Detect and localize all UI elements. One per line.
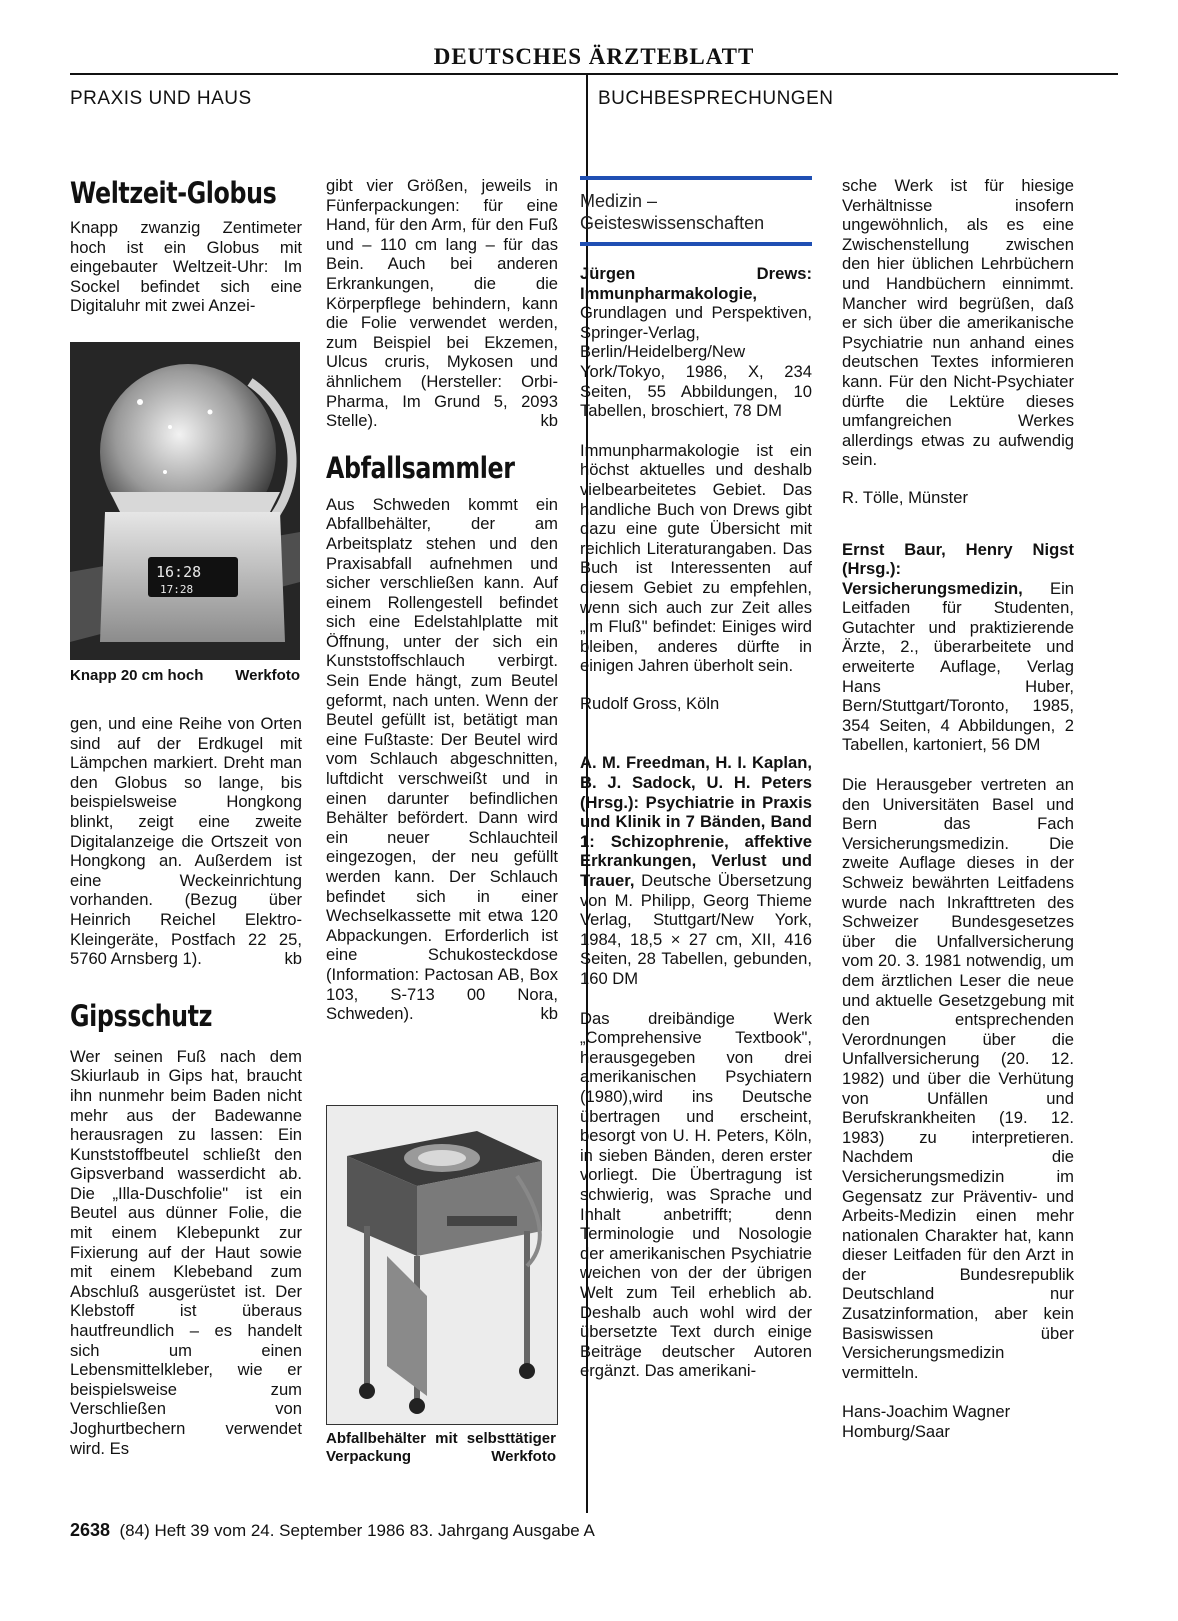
book-details-drews: Grundlagen und Perspektiven, Springer-Verlag, Berlin/Heidelberg/New York/Tokyo, 1986, X, 234 Seiten, 55 Abbildungen, 10 Tabellen, broschiert, 78 DM xyxy=(580,303,812,421)
article-body-gips: Wer seinen Fuß nach dem Skiurlaub in Gips hat, braucht ihn nunmehr beim Baden nicht mehr aus der Badewanne herausragen zu lassen: Ein Kunststoffbeutel schließt den Gipsverband wasserdicht ab. Die „Illa-Duschfolie" ist ein Beutel aus dünner Folie, die mit einem Klebepunkt zur Fixierung auf der Haut sowie mit einem Klebeband zum Abschluß ausgerüstet ist. Der Klebstoff ist überaus hautfreundlich – es handelt sich um einen Lebensmittelkleber, wie er beispielsweise zum Verschließen von Joghurtbechern verwendet wird. Es xyxy=(70,1046,302,1458)
photo-caption-abfall xyxy=(326,1430,556,1466)
book-details-baur: Ein Leitfaden für Studenten, Gutachter und praktizierende Ärzte, 2., überarbeitete und erweiterte Auflage, Verlag Hans Huber, Bern/Stuttgart/Toronto, 1985, 354 Seiten, 4 Abbildungen, 2 Tabellen, kartoniert, 56 DM xyxy=(842,578,1074,755)
article-body-globus xyxy=(70,714,302,969)
article-text-gips-cont: gibt vier Größen, jeweils in Fünferpackungen: für eine Hand, für den Arm, für den Fuß und – 110 cm lang – für das Bein. Auch bei anderen Erkrankungen, die die Körperpflege behindern, kann die Folie verwendet werden, zum Beispiel bei Ekzemen, Ulcus cruris, Mykosen und ähnlichem (Hersteller: Orbi-Pharma, Im Grund 5, 2093 Stelle). xyxy=(326,176,558,431)
waste-bin-illustration xyxy=(327,1106,557,1424)
reviewer-freedman: R. Tölle, Münster xyxy=(842,487,969,507)
reviewer-drews: Rudolf Gross, Köln xyxy=(580,693,720,713)
author-initials: kb xyxy=(540,411,558,431)
book-entry-drews xyxy=(580,264,812,421)
article-intro-globus: Knapp zwanzig Zentimeter hoch ist ein Globus mit eingebauter Weltzeit-Uhr: Im Sockel befindet sich eine Digitaluhr mit zwei Anzei- xyxy=(70,218,302,316)
reviewer-name: Hans-Joachim Wagner xyxy=(842,1402,1011,1422)
author-initials: kb xyxy=(540,1004,558,1024)
page-number: 2638 xyxy=(70,1520,111,1540)
book-title-baur: Ernst Baur, Henry Nigst (Hrsg.): Versicherungsmedizin, xyxy=(842,539,1074,598)
globe-clock-photo xyxy=(70,342,300,660)
section-label-left: PRAXIS UND HAUS xyxy=(70,88,252,109)
clock-display-2: 17:28 xyxy=(160,583,194,596)
review-freedman: Das dreibändige Werk „Comprehensive Textbook", herausgegeben von drei amerikanischen Psychiatern (1980),wird ins Deutsche übertragen und erscheint, besorgt von U. H. Peters, Köln, in sieben Bänden, deren erster vorliegt. Die Übertragung ist schwierig, was Sprache und Inhalt anbetrifft; denn Terminologie und Nosologie der amerikanischen Psychiatrie weichen von der der übrigen Welt zum Teil erheblich ab. Deshalb auch wohl wird der übersetzte Text durch einige Beiträge deutscher Autoren ergänzt. Das amerikani- xyxy=(580,1008,812,1381)
book-entry-baur xyxy=(842,540,1074,756)
column-1-continued xyxy=(70,714,302,1458)
review-freedman-cont: sche Werk ist für hiesige Verhältnisse insofern ungewöhnlich, als es eine Zwischenstellung zwischen den hier üblichen Lehrbüchern und Handbüchern einnimmt. Mancher wird begrüßen, daß er sich über die amerikanische Psychiatrie nun anhand eines deutschen Textes informieren kann. Für den Nicht-Psychiater dürfte die Lektüre dieses umfangreichen Werkes allerdings etwas zu aufwendig sein. xyxy=(842,176,1074,470)
article-headline-gips: Gipsschutz xyxy=(70,998,213,1033)
page-footer xyxy=(70,1520,595,1541)
globe-clock-illustration xyxy=(70,342,300,660)
caption-text-abfall: Abfallbehälter mit selbsttätiger Verpackung xyxy=(326,1430,556,1465)
article-body-gips-cont xyxy=(326,176,558,431)
book-title-drews: Jürgen Drews: Immunpharmakologie, xyxy=(580,264,812,303)
clock-display-1: 16:28 xyxy=(156,563,202,581)
book-title-freedman: A. M. Freedman, H. I. Kaplan, B. J. Sadock, U. H. Peters (Hrsg.): Psychiatrie in Praxis und Klinik in 7 Bänden, Band 1: Schizophrenie, affektive Erkrankungen, Verlust und Trauer, xyxy=(580,753,812,891)
reviewer-location: Homburg/Saar xyxy=(842,1422,950,1442)
article-text-globus: gen, und eine Reihe von Orten sind auf der Erdkugel mit Lämpchen markiert. Dreht man den Globus so lange, bis beispielsweise Hongkong blinkt, zeigt eine zweite Digitalanzeige die Ortszeit von Hongkong an. Außerdem ist eine Weckeinrichtung vorhanden. (Bezug über Heinrich Reichel Elektro-Kleingeräte, Postfach 22 25, 5760 Arnsberg 1). xyxy=(70,714,302,969)
article-headline-globus: Weltzeit-Globus xyxy=(70,176,277,210)
review-drews: Immunpharmakologie ist ein höchst aktuelles und deshalb vielbearbeitetes Gebiet. Das handliche Buch von Drews gibt dazu eine gute Übersicht mit reichlich Literaturangaben. Das Buch ist Interessenten auf diesem Gebiet zu empfehlen, wenn sich auch zur Zeit alles „im Fluß" befindet: Einiges wird bleiben, anderes dürfte in einigen Jahren überholt sein. xyxy=(580,440,812,676)
column-3 xyxy=(580,176,812,1381)
reviewer-baur xyxy=(842,1402,1074,1441)
section-label-right: BUCHBESPRECHUNGEN xyxy=(598,88,834,109)
book-details-freedman: Deutsche Übersetzung von M. Philipp, Georg Thieme Verlag, Stuttgart/New York, 1984, 18,5 × 27 cm, XII, 416 Seiten, 28 Tabellen, gebunden, 160 DM xyxy=(580,871,812,988)
caption-credit-globus: Werkfoto xyxy=(235,667,300,684)
category-rule-top xyxy=(580,176,812,180)
category-label: Medizin – Geisteswissenschaften xyxy=(580,191,765,233)
column-4 xyxy=(842,176,1074,1442)
article-body-abfall xyxy=(326,495,558,1024)
caption-text-globus: Knapp 20 cm hoch xyxy=(70,667,204,684)
category-rule-bottom xyxy=(580,242,812,246)
book-entry-freedman xyxy=(580,753,812,988)
review-baur: Die Herausgeber vertreten an den Universitäten Basel und Bern das Fach Versicherungsmedizin. Die zweite Auflage dieses in der Schweiz bewährten Leitfadens wurde nach Inkrafttreten des Schweizer Bundesgesetzes über die Unfallversicherung vom 20. 3. 1981 notwendig, um dem ärztlichen Leser die neue und aktuelle Gesetzgebung mit den entsprechenden Verordnungen über die Unfallversicherung (20. 12. 1982) und über die Verhütung von Unfällen und Berufskrankheiten (19. 12. 1983) zu interpretieren. Nachdem die Versicherungsmedizin im Gegensatz zur Präventiv- und Arbeits-Medizin einen mehr nationalen Charakter hat, kann dieser Leitfaden für den Arzt in der Bundesrepublik Deutschland nur Zusatzinformation, aber kein Basiswissen über Versicherungsmedizin vermitteln. xyxy=(842,775,1074,1382)
masthead: DEUTSCHES ÄRZTEBLATT xyxy=(433,44,755,69)
column-1 xyxy=(70,176,302,316)
waste-bin-photo xyxy=(326,1105,558,1425)
article-text-abfall: Aus Schweden kommt ein Abfallbehälter, der am Arbeitsplatz stehen und den Praxisabfall aufnehmen und sicher verschließen kann. Auf einem Rollengestell befindet sich eine Edelstahlplatte mit Öffnung, unter der sich ein Kunststoffschlauch verbirgt. Sein Ende hängt, zum Beutel geformt, nach unten. Wenn der Beutel gefüllt ist, betätigt man eine Fußtaste: Der Beutel wird vom Schlauch abgeschnitten, luftdicht verschweißt und in einen darunter befindlichen Behälter befördert. Dann wird ein neuer Schlauchteil eingezogen, der neu gefüllt werden kann. Der Schlauch befindet sich in einer Wechselkassette mit etwa 120 Abpackungen. Erforderlich ist eine Schukosteckdose (Information: Pactosan AB, Box 103, S-713 00 Nora, Schweden). xyxy=(326,494,558,1024)
column-2 xyxy=(326,176,558,1024)
author-initials: kb xyxy=(284,949,302,969)
photo-caption-globus xyxy=(70,667,300,685)
issue-info: (84) Heft 39 vom 24. September 1986 83. Jahrgang Ausgabe A xyxy=(119,1521,595,1540)
article-headline-abfall: Abfallsammler xyxy=(326,450,515,485)
caption-credit-abfall: Werkfoto xyxy=(491,1448,556,1465)
masthead-rule xyxy=(70,73,1118,75)
